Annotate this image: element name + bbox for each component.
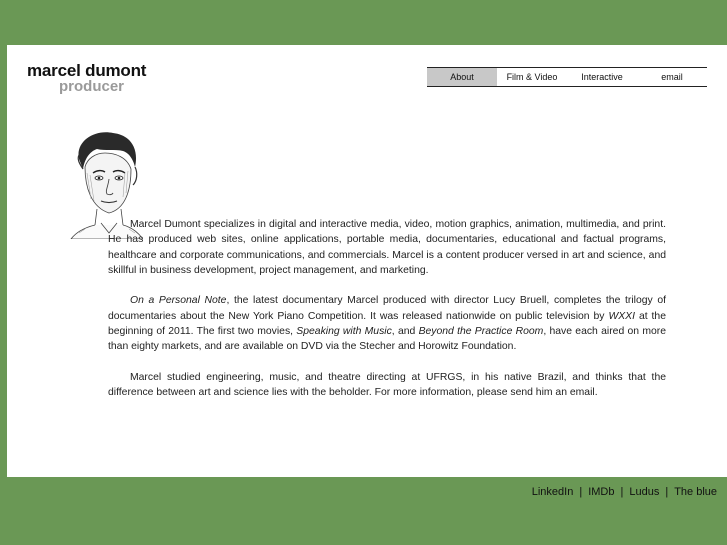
footer-link-ludus[interactable]: Ludus	[629, 486, 660, 498]
footer-link-the-blue[interactable]: The blue	[674, 486, 717, 498]
film-title: Beyond the Practice Room	[418, 326, 544, 338]
footer-separator: |	[665, 486, 669, 498]
bio-text-segment: , the latest documentary Marcel produced with director Lucy Bruell, completes the trilogy of documentaries about the New York Piano Competition. It was released nationwide on public television by	[108, 295, 666, 322]
footer-separator: |	[620, 486, 624, 498]
bio-paragraph: Marcel studied engineering, music, and theatre directing at UFRGS, in his native Brazil, and thinks that the difference between art and science lies with the beholder. For more information, please send him an email.	[108, 371, 666, 399]
bio-paragraph	[108, 293, 666, 354]
nav-item-film-video[interactable]: Film & Video	[506, 72, 558, 82]
site-title[interactable]: marcel dumont	[27, 61, 147, 80]
footer-link-linkedin[interactable]: LinkedIn	[531, 486, 574, 498]
footer-separator: |	[579, 486, 583, 498]
film-title: On a Personal Note	[130, 295, 227, 307]
footer-links	[532, 486, 717, 498]
bio-text-segment: at the beginning of 2011. The first two movies,	[108, 310, 666, 338]
main-nav	[427, 67, 707, 87]
page-content-panel	[7, 45, 727, 477]
footer-link-imdb[interactable]: IMDb	[588, 486, 615, 498]
nav-item-email[interactable]: email	[661, 72, 683, 82]
bio-paragraph: Marcel Dumont specializes in digital and interactive media, video, motion graphics, animation, multimedia, and print. He has produced web sites, online applications, portable media, documentaries, educational and factual programs, healthcare and corporate communications, and commercials. Marcel is a content producer versed in art and science, and skillful in business development, project management, and marketing.	[108, 219, 666, 276]
bio-text-segment: , have each aired on more than eighty markets, and are available on DVD via the Stecher and Horowitz Foundation.	[108, 326, 666, 353]
nav-item-interactive[interactable]: Interactive	[581, 72, 623, 82]
nav-item-about[interactable]: About	[427, 68, 497, 86]
bio-text-segment: , and	[391, 326, 419, 338]
bio-text	[108, 217, 666, 416]
site-subtitle: producer	[59, 78, 125, 95]
broadcaster-name: WXXI	[608, 310, 635, 322]
film-title: Speaking with Music	[296, 326, 392, 338]
